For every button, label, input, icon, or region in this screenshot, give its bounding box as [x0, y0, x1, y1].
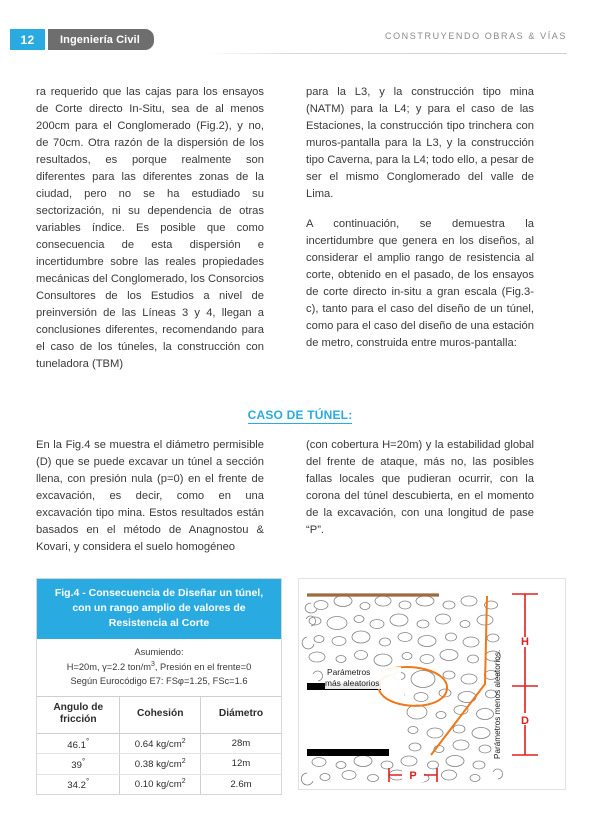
- section-heading-caso-de-tunel: [0, 408, 600, 422]
- table-row: [37, 774, 281, 794]
- cell-angulo-value: 34.2: [67, 780, 86, 792]
- cell-cohesion: [120, 734, 201, 754]
- cell-cohesion-value: 0.64 kg/cm: [134, 738, 182, 750]
- paragraph-right-top-2: A continuación, se demuestra la incertidumbre que genera en los diseños, al considerar el amplio rango de resistencia al corte, obtenido en el pasado, de los ensayos de corte directo in-situ a gran escala (Fig.3-c), tanto para el caso del diseño de un túnel, como para el caso del diseño de una estación de metro, construida entre muros-pantalla:: [306, 218, 534, 350]
- assumptions-line-2-a: H=20m, γ=2.2 ton/m: [66, 661, 151, 672]
- cell-cohesion: [120, 754, 201, 774]
- body-column-left-bottom: [36, 437, 264, 569]
- assumptions-line-3: Según Eurocódigo E7: FSφ=1.25, FSc=1.6: [70, 675, 248, 686]
- assumptions-line-1: Asumiendo:: [134, 646, 184, 657]
- cell-cohesion-exponent: 2: [181, 757, 186, 765]
- paragraph-right-top-1: para la L3, y la construcción tipo mina (NATM) para la L4; y para el caso de las Estaciones, la construcción tipo trinchera con muros-pantalla para la L3, y la construcción tipo Caverna, para la L4; todo ello, a pesar de ser el mismo Conglomerado del valle de Lima.: [306, 86, 534, 201]
- assumptions-line-2: [42, 660, 276, 675]
- page-header: [0, 0, 600, 66]
- excavation-void: [307, 687, 404, 754]
- more-random-label-line1: Parámetros: [327, 667, 371, 677]
- cell-cohesion-value: 0.10 kg/cm: [134, 779, 182, 791]
- cell-angulo: [37, 734, 120, 754]
- degree-symbol: °: [85, 777, 90, 786]
- dimension-lines: [512, 594, 538, 755]
- cell-angulo-value: 46.1: [67, 739, 86, 751]
- paragraph-left-top: ra requerido que las cajas para los ensayos de Corte directo In-Situ, sea de al menos 200cm para el Conglomerado (Fig.2), y no, de 70cm. Otra razón de la dispersión de los resultados, es porque realmente son diferentes para las diferentes zonas de la ciudad, pero no se ha estudiado su sectorización, ni su dependencia de otras variables índice. Es posible que como consecuencia de esta dispersión e incertidumbre sobre las reales propiedades mecánicas del Conglomerado, los Consorcios Consultores de los Estudios a nivel de preinversión de las Líneas 3 y 4, llegan a conclusiones diferentes, recomendando para el caso de los túneles, la construcción con tuneladora (TBM): [36, 86, 264, 371]
- column-header-diametro: Diámetro: [200, 697, 281, 734]
- running-head-title: CONSTRUYENDO OBRAS & VÍAS: [384, 31, 567, 41]
- section-heading-text: CASO DE TÚNEL:: [247, 408, 353, 422]
- tunnel-section-diagram: [299, 579, 565, 789]
- cell-cohesion-exponent: 2: [181, 737, 186, 745]
- dimension-label-d: D: [521, 715, 529, 727]
- section-label-tab: Ingeniería Civil: [48, 29, 154, 50]
- column-header-angulo: Angulo de fricción: [37, 697, 120, 734]
- figure-4-caption: Fig.4 - Consecuencia de Diseñar un túnel, con un rango amplio de valores de Resistencia al Corte: [37, 579, 281, 639]
- assumptions-line-2-exponent: 3: [150, 660, 155, 668]
- dimension-label-h: H: [521, 636, 529, 648]
- cell-angulo-value: 39: [71, 760, 82, 771]
- cell-diametro: 28m: [200, 734, 281, 754]
- paragraph-right-bottom: (con cobertura H=20m) y la estabilidad global del frente de ataque, más no, las posibles fallas locales que pudieran ocurrir, con la corona del túnel descubierta, en el momento de la excavación, con una longitud de pase “P”.: [306, 439, 534, 537]
- degree-symbol: °: [81, 756, 86, 766]
- more-random-label-line2: más aleatorios: [325, 678, 380, 688]
- body-column-right-top: [306, 84, 534, 365]
- table-row: [37, 734, 281, 754]
- table-header-row: [37, 697, 281, 734]
- less-random-label: Parámetros menos aleatorios.: [493, 649, 502, 759]
- cell-diametro: 12m: [200, 754, 281, 774]
- figure-4-table-panel: [36, 578, 282, 795]
- dimension-label-p: P: [409, 770, 417, 782]
- figure-4-diagram-panel: [298, 578, 566, 790]
- degree-symbol: °: [85, 736, 90, 746]
- figure-4-assumptions: [37, 639, 281, 697]
- body-column-left-top: [36, 84, 264, 386]
- cell-cohesion-exponent: 2: [181, 778, 186, 785]
- table-row: [37, 754, 281, 774]
- assumptions-line-2-b: , Presión en el frente=0: [154, 661, 252, 672]
- cell-cohesion-value: 0.38 kg/cm: [134, 759, 182, 770]
- figure-4-area: [36, 578, 566, 796]
- invert-support-slab: [307, 749, 389, 756]
- cell-cohesion: [120, 774, 201, 794]
- figure-4-data-table: [37, 697, 281, 794]
- cell-angulo: [37, 774, 120, 794]
- cell-angulo: [37, 754, 120, 774]
- page-number-badge: 12: [10, 29, 45, 50]
- paragraph-left-bottom: En la Fig.4 se muestra el diámetro permisible (D) que se puede excavar un túnel a sección llena, con presión nula (p=0) en el frente de excavación, es decir, como en una excavación tipo mina. Estos resultados están basados en el método de Anagnostou & Kovari, y considera el suelo homogéneo: [36, 439, 264, 554]
- column-header-cohesion: Cohesión: [120, 697, 201, 734]
- body-column-right-bottom: [306, 437, 534, 552]
- cell-diametro: 2.6m: [230, 778, 252, 790]
- header-divider-rule: [205, 53, 567, 54]
